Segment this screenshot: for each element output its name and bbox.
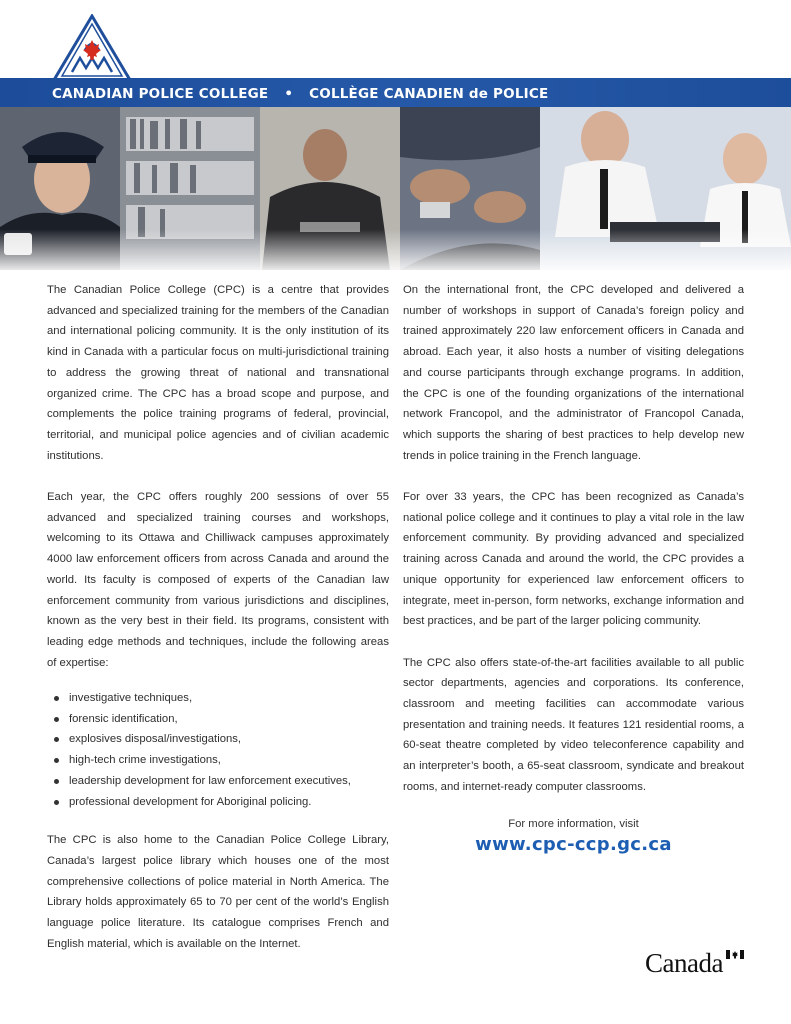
title-fr: COLLÈGE CANADIEN de POLICE — [309, 86, 549, 102]
list-item: explosives disposal/investigations, — [69, 729, 389, 750]
title-separator: • — [284, 86, 294, 102]
list-item: professional development for Aboriginal policing. — [69, 792, 389, 813]
list-item: high-tech crime investigations, — [69, 750, 389, 771]
facilities-paragraph: The CPC also offers state-of-the-art facilities available to all public sector departments, agencies and corporations. Its conference, classroom and meeting facilities can accommodate various presentation and training needs. It features 121 residential rooms, a 60-seat theatre completed by video teleconference capability and an interpreter’s booth, a 65-seat classroom, syndicate and breakout rooms, and internet-ready computer classrooms. — [403, 656, 744, 793]
photo-collage — [0, 107, 791, 270]
expertise-list — [47, 688, 389, 812]
cpc-logo-icon — [52, 14, 132, 84]
more-info-label: For more information, visit — [508, 818, 639, 830]
national-college-paragraph: For over 33 years, the CPC has been recognized as Canada’s national police college and it continues to play a vital role in the law enforcement community. By providing advanced and specialized training across Canada and around the world, the CPC provides a unique opportunity for experienced law enforcement officers to integrate, meet in-person, form networks, exchange information and best practices, and be part of the larger policing community. — [403, 491, 744, 628]
intro-paragraph: The Canadian Police College (CPC) is a centre that provides advanced and specialized training for the members of the Canadian and international policing community. It is the only institution of its kind in Canada with a particular focus on multi-jurisdictional training to address the growing threat of national and transnational organized crime. The CPC has a broad scope and purpose, and complements the police training programs of federal, provincial, territorial, and municipal police agencies and of civilian academic institutions. — [47, 284, 389, 462]
canada-flag-icon — [726, 950, 744, 959]
title-en: CANADIAN POLICE COLLEGE — [52, 86, 269, 102]
canada-wordmark: Canada — [645, 948, 723, 978]
page-header — [0, 0, 791, 270]
list-item: investigative techniques, — [69, 688, 389, 709]
international-paragraph: On the international front, the CPC developed and delivered a number of workshops in support of Canada’s foreign policy and trained approximately 220 law enforcement officers in Canada and abroad. Each year, it also hosts a number of visiting delegations and course participants through exchange programs. In addition, the CPC is one of the founding organizations of the international network Francopol, and the administrator of Francopol Canada, which supports the sharing of best practices to help develop new trends in police training in the French language. — [403, 284, 744, 462]
more-info-block — [403, 818, 744, 855]
list-item: leadership development for law enforcement executives, — [69, 771, 389, 792]
website-link[interactable]: www.cpc-ccp.gc.ca — [475, 834, 672, 855]
library-paragraph: The CPC is also home to the Canadian Police College Library, Canada’s largest police library which houses one of the most comprehensive collections of police material in North America. The Library holds approximately 65 to 70 per cent of the world’s English language police literature. Its catalogue comprises French and English material, which is available on the Internet. — [47, 834, 389, 950]
banner-title — [52, 86, 548, 102]
training-paragraph: Each year, the CPC offers roughly 200 sessions of over 55 advanced and specialized training courses and workshops, welcoming to its Ottawa and Chilliwack campuses approximately 4000 law enforcement officers from across Canada and around the world. Its faculty is composed of experts of the Canadian law enforcement community from various jurisdictions and disciplines, known as the very best in their field. Its programs, consistent with leading edge methods and techniques, include the following areas of expertise: — [47, 491, 389, 669]
list-item: forensic identification, — [69, 709, 389, 730]
right-column — [403, 280, 744, 818]
left-column — [47, 280, 389, 975]
